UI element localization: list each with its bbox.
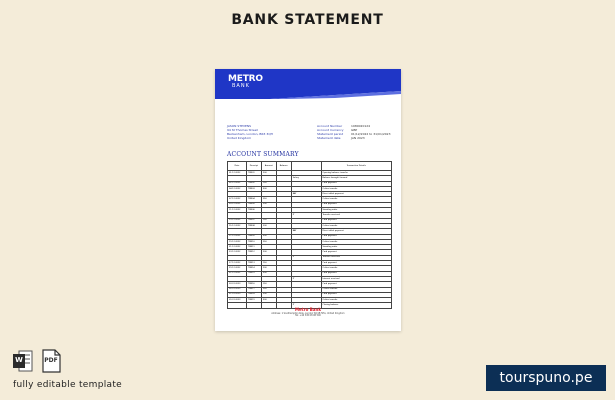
table-cell: Direct debit payment	[321, 229, 392, 234]
table-cell: BAT	[291, 192, 321, 197]
table-cell: TRN01	[246, 171, 261, 176]
account-row: Statement period 01/12/2022 to 31/01/2023	[317, 132, 391, 136]
table-cell: TRN18	[246, 292, 261, 297]
table-cell: 150	[261, 261, 276, 266]
table-cell: Card payment	[321, 181, 392, 186]
column-header: Amount	[261, 162, 276, 171]
table-cell: IT	[291, 255, 321, 260]
table-cell: 300	[261, 186, 276, 191]
table-cell: 27.12.2022	[228, 261, 247, 266]
address-line: 94 St Thomas Street	[227, 128, 258, 132]
table-cell: TRN06	[246, 208, 261, 213]
table-cell: Transfer received	[321, 255, 392, 260]
address-line: United Kingdom	[227, 136, 252, 140]
table-cell: TRN16	[246, 282, 261, 287]
table-cell: 23.12.2022	[228, 250, 247, 255]
table-cell: 200	[261, 292, 276, 297]
table-cell: Online transfer	[321, 197, 392, 202]
table-cell: TRN10	[246, 239, 261, 244]
table-cell: 03.01.2023	[228, 282, 247, 287]
table-cell: TRN07	[246, 218, 261, 223]
document-footer	[215, 308, 401, 318]
table-cell: Direct debit payment	[321, 192, 392, 197]
table-cell: 150	[261, 181, 276, 186]
table-cell: 200	[261, 171, 276, 176]
table-cell: 200	[261, 202, 276, 207]
table-cell: Card payment	[321, 250, 392, 255]
pdf-label: PDF	[44, 357, 58, 364]
table-cell: Online transfer	[321, 239, 392, 244]
table-cell: Online transfer	[321, 266, 392, 271]
column-header	[291, 162, 321, 171]
table-cell: Closing balance	[321, 303, 392, 308]
pdf-document-icon	[41, 349, 61, 373]
table-cell: 300	[261, 271, 276, 276]
table-cell: 250	[261, 197, 276, 202]
table-cell: TRN17	[246, 287, 261, 292]
table-cell: IT	[291, 213, 321, 218]
table-cell: 13.12.2022	[228, 218, 247, 223]
table-cell: TRN12	[246, 250, 261, 255]
table-cell: BAT	[291, 229, 321, 234]
table-cell: TRN05	[246, 202, 261, 207]
table-cell: Online transfer	[321, 223, 392, 228]
table-cell: 29.12.2022	[228, 266, 247, 271]
table-cell: Standing order	[321, 245, 392, 250]
table-cell: Online transfer	[321, 287, 392, 292]
table-cell: Card payment	[321, 271, 392, 276]
table-cell: 09.12.2022	[228, 202, 247, 207]
table-cell: 250	[261, 239, 276, 244]
table-cell: Interest received	[321, 276, 392, 281]
table-cell: 200	[261, 223, 276, 228]
table-cell: Card payment	[321, 218, 392, 223]
table-cell: TRN15	[246, 271, 261, 276]
column-header: Balance	[276, 162, 291, 171]
document-header	[215, 69, 401, 99]
table-cell: 05.01.2023	[228, 287, 247, 292]
table-cell: 04.12.2022	[228, 186, 247, 191]
table-cell: Online transfer	[321, 186, 392, 191]
table-cell: TRN11	[246, 245, 261, 250]
page-title: BANK STATEMENT	[231, 12, 384, 28]
table-cell: 07.12.2022	[228, 197, 247, 202]
table-cell: 250	[261, 287, 276, 292]
table-cell: 07.01.2023	[228, 292, 247, 297]
footer-address: Address: 1 Southampton Row, London WC1B 5HA, United Kingdom	[271, 311, 345, 315]
table-cell: Opening balance transfer	[321, 171, 392, 176]
table-cell: TRN08	[246, 223, 261, 228]
account-summary-table	[227, 161, 392, 309]
word-document-icon	[13, 349, 33, 373]
table-cell: 09.01.2023	[228, 298, 247, 303]
footer-phone: Tel: +44 345 08 08 500	[295, 314, 321, 318]
customer-address	[227, 124, 273, 140]
address-line: Beckenham, London, BR3 3QH	[227, 132, 273, 136]
table-cell: 150	[261, 282, 276, 287]
table-cell: Transfer received	[321, 213, 392, 218]
column-header: Descript	[246, 162, 261, 171]
column-header: Date	[228, 162, 247, 171]
table-cell: 300	[261, 298, 276, 303]
statement-document	[215, 69, 401, 331]
table-cell: 150	[261, 218, 276, 223]
table-cell: Card payment	[321, 202, 392, 207]
table-cell: IT	[291, 276, 321, 281]
table-cell: Card payment	[321, 234, 392, 239]
table-cell: 19.12.2022	[228, 239, 247, 244]
table-cell: 200	[261, 250, 276, 255]
table-cell: 300	[261, 234, 276, 239]
table-cell: Card payment	[321, 292, 392, 297]
table-cell: TRN02	[246, 181, 261, 186]
table-cell: 21.12.2022	[228, 245, 247, 250]
table-cell: TRN04	[246, 197, 261, 202]
column-header: Transaction Details	[321, 162, 392, 171]
footer-brand: Metro Bank	[295, 307, 321, 312]
table-cell: 11.12.2022	[228, 208, 247, 213]
metro-bank-logo: METRO BANK	[228, 74, 263, 89]
table-cell: Salary	[291, 176, 321, 181]
table-cell: 200	[261, 266, 276, 271]
site-brand-link[interactable]: tourspuno.pe	[486, 365, 606, 391]
table-cell: 15.12.2022	[228, 223, 247, 228]
table-cell: Card payment	[321, 261, 392, 266]
account-summary-title: ACCOUNT SUMMARY	[227, 151, 299, 158]
table-cell: TRN14	[246, 266, 261, 271]
account-row: Statement date JAN 2023	[317, 136, 365, 140]
table-cell: 17.12.2022	[228, 234, 247, 239]
table-cell: TRN03	[246, 186, 261, 191]
editable-template-caption: fully editable template	[13, 380, 122, 390]
table-cell: Standing order	[321, 208, 392, 213]
table-cell: TRN19	[246, 298, 261, 303]
table-cell: IT	[291, 303, 321, 308]
word-letter: W	[15, 356, 23, 364]
table-cell: Online transfer	[321, 298, 392, 303]
address-line: JASON STEVENS	[227, 124, 252, 128]
table-cell: 01.12.2022	[228, 171, 247, 176]
format-icons	[13, 349, 61, 373]
account-info	[317, 124, 391, 140]
account-row: Account Currency GBP	[317, 128, 358, 132]
account-row: Account Number 1980020124	[317, 124, 371, 128]
table-cell: 02.12.2022	[228, 181, 247, 186]
table-cell: TRN13	[246, 261, 261, 266]
table-header-row	[228, 162, 392, 171]
table-cell: Card payment	[321, 282, 392, 287]
table-cell: Balance brought forward	[321, 176, 392, 181]
table-cell: 31.12.2022	[228, 271, 247, 276]
table-cell: TRN09	[246, 234, 261, 239]
